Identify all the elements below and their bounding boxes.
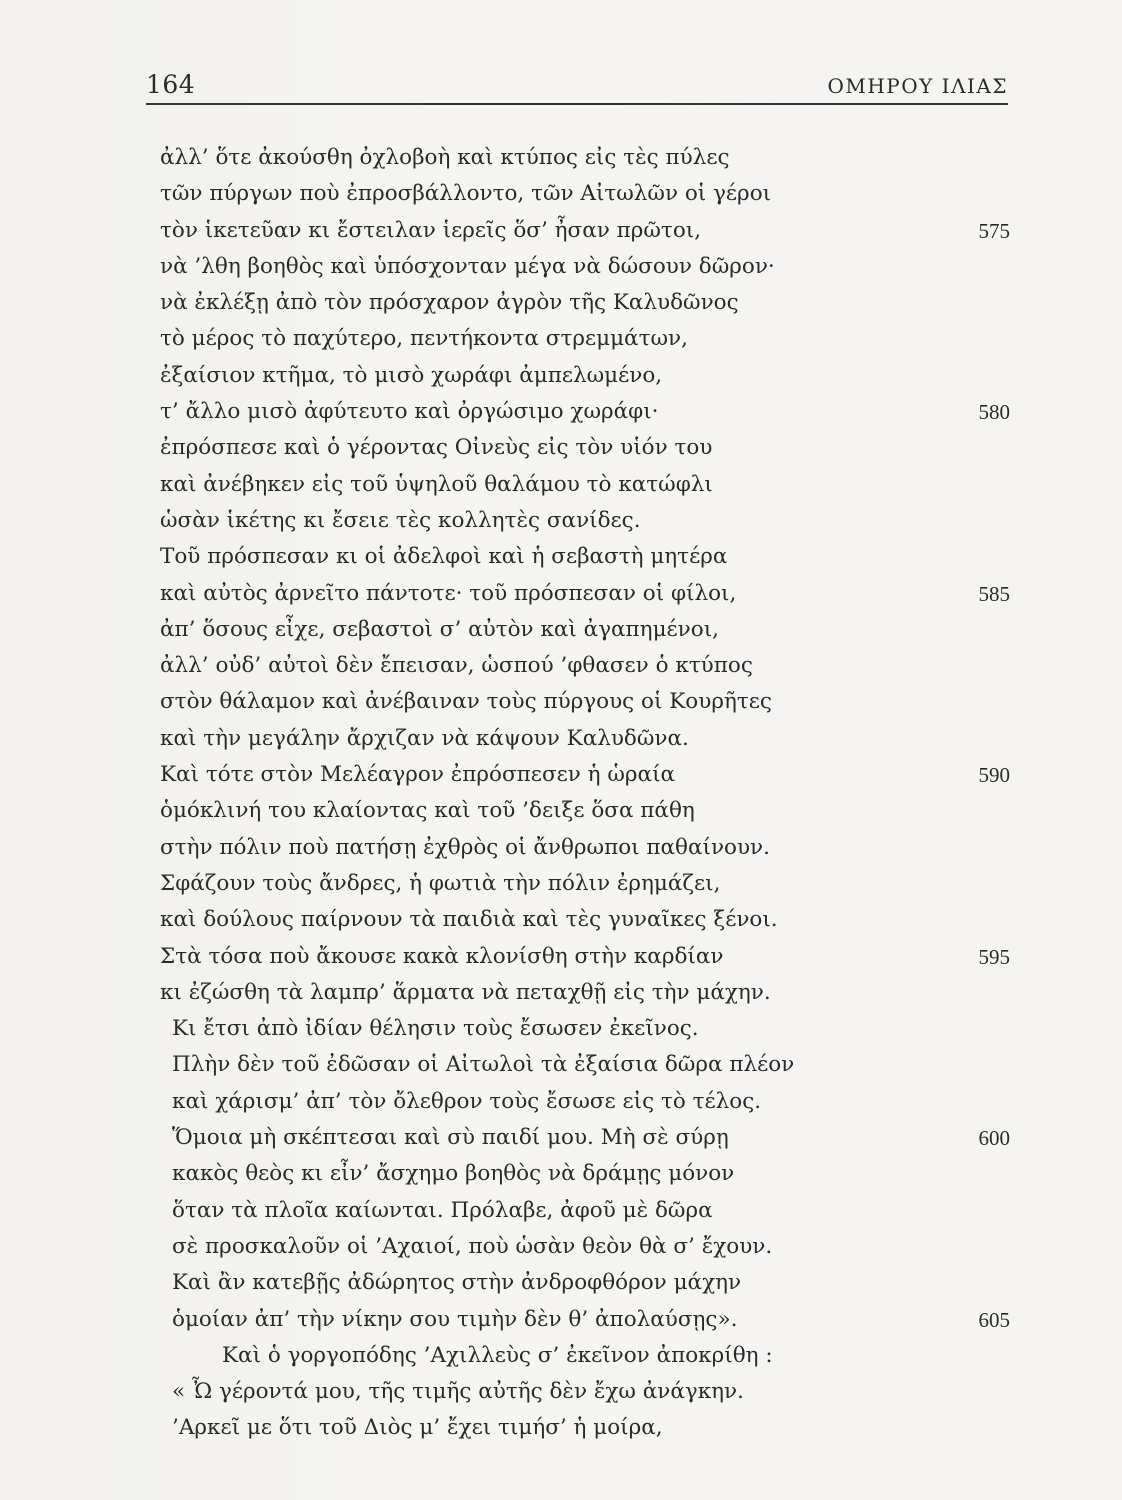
line-number: 575 bbox=[978, 218, 1010, 243]
verse-text: καὶ δούλους παίρνουν τὰ παιδιὰ καὶ τὲς γυναῖκες ξένοι. bbox=[160, 907, 778, 933]
verse-text: νὰ ἐκλέξῃ ἀπὸ τὸν πρόσχαρον ἀγρὸν τῆς Καλυδῶνος bbox=[160, 290, 739, 316]
verse-text: τ’ ἄλλο μισὸ ἀφύτευτο καὶ ὀργώσιμο χωράφι· bbox=[160, 399, 659, 425]
verse-text: ἐπρόσπεσε καὶ ὁ γέροντας Οἰνεὺς εἰς τὸν υἱόν του bbox=[160, 435, 713, 461]
line-number: 580 bbox=[978, 400, 1010, 425]
verse-text: Ὅμοια μὴ σκέπτεσαι καὶ σὺ παιδί μου. Μὴ σὲ σύρῃ bbox=[172, 1125, 729, 1151]
verse-line bbox=[160, 1011, 1010, 1047]
verse-text: καὶ ἀνέβηκεν εἰς τοῦ ὑψηλοῦ θαλάμου τὸ κατώφλι bbox=[160, 471, 713, 497]
verse-line bbox=[160, 1084, 1010, 1120]
line-number: 595 bbox=[978, 944, 1010, 969]
verse-line bbox=[160, 975, 1010, 1011]
verse-text: καὶ αὐτὸς ἀρνεῖτο πάντοτε· τοῦ πρόσπεσαν οἱ φίλοι, bbox=[160, 580, 737, 606]
line-number: 585 bbox=[978, 581, 1010, 606]
verse-line bbox=[160, 1265, 1010, 1301]
verse-line bbox=[160, 213, 1010, 249]
verse-text: καὶ τὴν μεγάλην ἄρχιζαν νὰ κάψουν Καλυδῶνα. bbox=[160, 725, 689, 751]
line-number: 605 bbox=[978, 1307, 1010, 1332]
verse-line bbox=[160, 394, 1010, 430]
verse-line bbox=[160, 249, 1010, 285]
verse-line bbox=[160, 1374, 1010, 1410]
verse-text: Κι ἔτσι ἀπὸ ἰδίαν θέλησιν τοὺς ἔσωσεν ἐκεῖνος. bbox=[172, 1016, 699, 1042]
verse-text: σὲ προσκαλοῦν οἱ ’Αχαιοί, ποὺ ὡσὰν θεὸν θὰ σ’ ἔχουν. bbox=[172, 1233, 773, 1259]
verse-text: ἀπ’ ὅσους εἶχε, σεβαστοὶ σ’ αὐτὸν καὶ ἀγαπημένοι, bbox=[160, 616, 719, 642]
verse-line bbox=[160, 321, 1010, 357]
verse-line bbox=[160, 939, 1010, 975]
verse-text: στὸν θάλαμον καὶ ἀνέβαιναν τοὺς πύργους οἱ Κουρῆτες bbox=[160, 689, 772, 715]
verse-line bbox=[160, 576, 1010, 612]
verse-text: στὴν πόλιν ποὺ πατήσῃ ἐχθρὸς οἱ ἄνθρωποι παθαίνουν. bbox=[160, 834, 770, 860]
verse-line bbox=[160, 1229, 1010, 1265]
header-rule bbox=[146, 103, 1008, 105]
verse-text: Στὰ τόσα ποὺ ἄκουσε κακὰ κλονίσθη στὴν καρδίαν bbox=[160, 943, 724, 969]
verse-text: Καὶ ὁ γοργοπόδης ’Αχιλλεὺς σ’ ἐκεῖνον ἀποκρίθη : bbox=[222, 1342, 773, 1368]
line-number: 590 bbox=[978, 763, 1010, 788]
verse-line bbox=[160, 1120, 1010, 1156]
verse-text: Τοῦ πρόσπεσαν κι οἱ ἀδελφοὶ καὶ ἡ σεβαστὴ μητέρα bbox=[160, 544, 728, 570]
page-number: 164 bbox=[146, 70, 196, 99]
verse-line bbox=[160, 1193, 1010, 1229]
verse-line bbox=[160, 684, 1010, 720]
line-number: 600 bbox=[978, 1126, 1010, 1151]
verse-text: ἀλλ’ ὅτε ἀκούσθη ὀχλοβοὴ καὶ κτύπος εἰς τὲς πύλες bbox=[160, 145, 730, 170]
verse-text: κι ἐζώσθη τὰ λαμπρ’ ἅρματα νὰ πεταχθῇ εἰς τὴν μάχην. bbox=[160, 979, 771, 1005]
verse-line bbox=[160, 467, 1010, 503]
verse-line bbox=[160, 1156, 1010, 1192]
verse-line bbox=[160, 1302, 1010, 1338]
verse-line bbox=[160, 1410, 1010, 1446]
verse-line bbox=[160, 539, 1010, 575]
verse-line bbox=[160, 830, 1010, 866]
verse-block bbox=[160, 140, 1010, 1447]
verse-text: κακὸς θεὸς κι εἶν’ ἄσχημο βοηθὸς νὰ δράμῃς μόνον bbox=[172, 1161, 735, 1187]
verse-text: Καὶ τότε στὸν Μελέαγρον ἐπρόσπεσεν ἡ ὡραία bbox=[160, 762, 676, 788]
verse-text: ὁμόκλινή του κλαίοντας καὶ τοῦ ’δειξε ὅσα πάθη bbox=[160, 798, 695, 824]
verse-line bbox=[160, 1047, 1010, 1083]
verse-text: νὰ ’λθη βοηθὸς καὶ ὑπόσχονταν μέγα νὰ δώσουν δῶρον· bbox=[160, 253, 775, 279]
verse-text: καὶ χάρισμ’ ἀπ’ τὸν ὄλεθρον τοὺς ἔσωσε εἰς τὸ τέλος. bbox=[172, 1088, 762, 1114]
verse-line bbox=[160, 757, 1010, 793]
verse-line bbox=[160, 648, 1010, 684]
verse-text: ὁμοίαν ἀπ’ τὴν νίκην σου τιμὴν δὲν θ’ ἀπολαύσῃς». bbox=[172, 1306, 738, 1332]
verse-text: ’Αρκεῖ με ὅτι τοῦ Διὸς μ’ ἔχει τιμήσ’ ἡ μοίρα, bbox=[172, 1415, 663, 1441]
verse-text: τὸ μέρος τὸ παχύτερο, πεντήκοντα στρεμμάτων, bbox=[160, 326, 688, 352]
verse-line bbox=[160, 721, 1010, 757]
verse-text: ἀλλ’ οὐδ’ αὐτοὶ δὲν ἔπεισαν, ὡσπού ’φθασεν ὁ κτύπος bbox=[160, 653, 753, 679]
page-header bbox=[146, 70, 1008, 102]
verse-text: τῶν πύργων ποὺ ἐπροσβάλλοντο, τῶν Αἰτωλῶν οἱ γέροι bbox=[160, 181, 772, 207]
verse-text: τὸν ἱκετεῦαν κι ἔστειλαν ἱερεῖς ὅσ’ ἦσαν πρῶτοι, bbox=[160, 217, 702, 243]
verse-line bbox=[160, 793, 1010, 829]
verse-line bbox=[160, 1338, 1010, 1374]
verse-line bbox=[160, 176, 1010, 212]
verse-line bbox=[160, 430, 1010, 466]
verse-text: ὡσὰν ἱκέτης κι ἔσειε τὲς κολλητὲς σανίδες. bbox=[160, 507, 641, 533]
verse-line bbox=[160, 503, 1010, 539]
verse-text: ὅταν τὰ πλοῖα καίωνται. Πρόλαβε, ἀφοῦ μὲ δῶρα bbox=[172, 1197, 713, 1223]
verse-line bbox=[160, 140, 1010, 176]
verse-line bbox=[160, 902, 1010, 938]
verse-text: ἐξαίσιον κτῆμα, τὸ μισὸ χωράφι ἀμπελωμένο, bbox=[160, 362, 663, 388]
verse-line bbox=[160, 866, 1010, 902]
verse-text: « Ὦ γέροντά μου, τῆς τιμῆς αὐτῆς δὲν ἔχω ἀνάγκην. bbox=[172, 1379, 744, 1405]
verse-text: Πλὴν δὲν τοῦ ἐδῶσαν οἱ Αἰτωλοὶ τὰ ἐξαίσια δῶρα πλέον bbox=[172, 1052, 795, 1078]
verse-line bbox=[160, 358, 1010, 394]
verse-text: Καὶ ἂν κατεβῇς ἀδώρητος στὴν ἀνδροφθόρον μάχην bbox=[172, 1270, 742, 1296]
running-title: ΟΜΗΡΟΥ ΙΛΙΑΣ bbox=[827, 74, 1008, 98]
verse-text: Σφάζουν τοὺς ἄνδρες, ἡ φωτιὰ τὴν πόλιν ἐρημάζει, bbox=[160, 870, 721, 896]
verse-line bbox=[160, 285, 1010, 321]
verse-line bbox=[160, 612, 1010, 648]
